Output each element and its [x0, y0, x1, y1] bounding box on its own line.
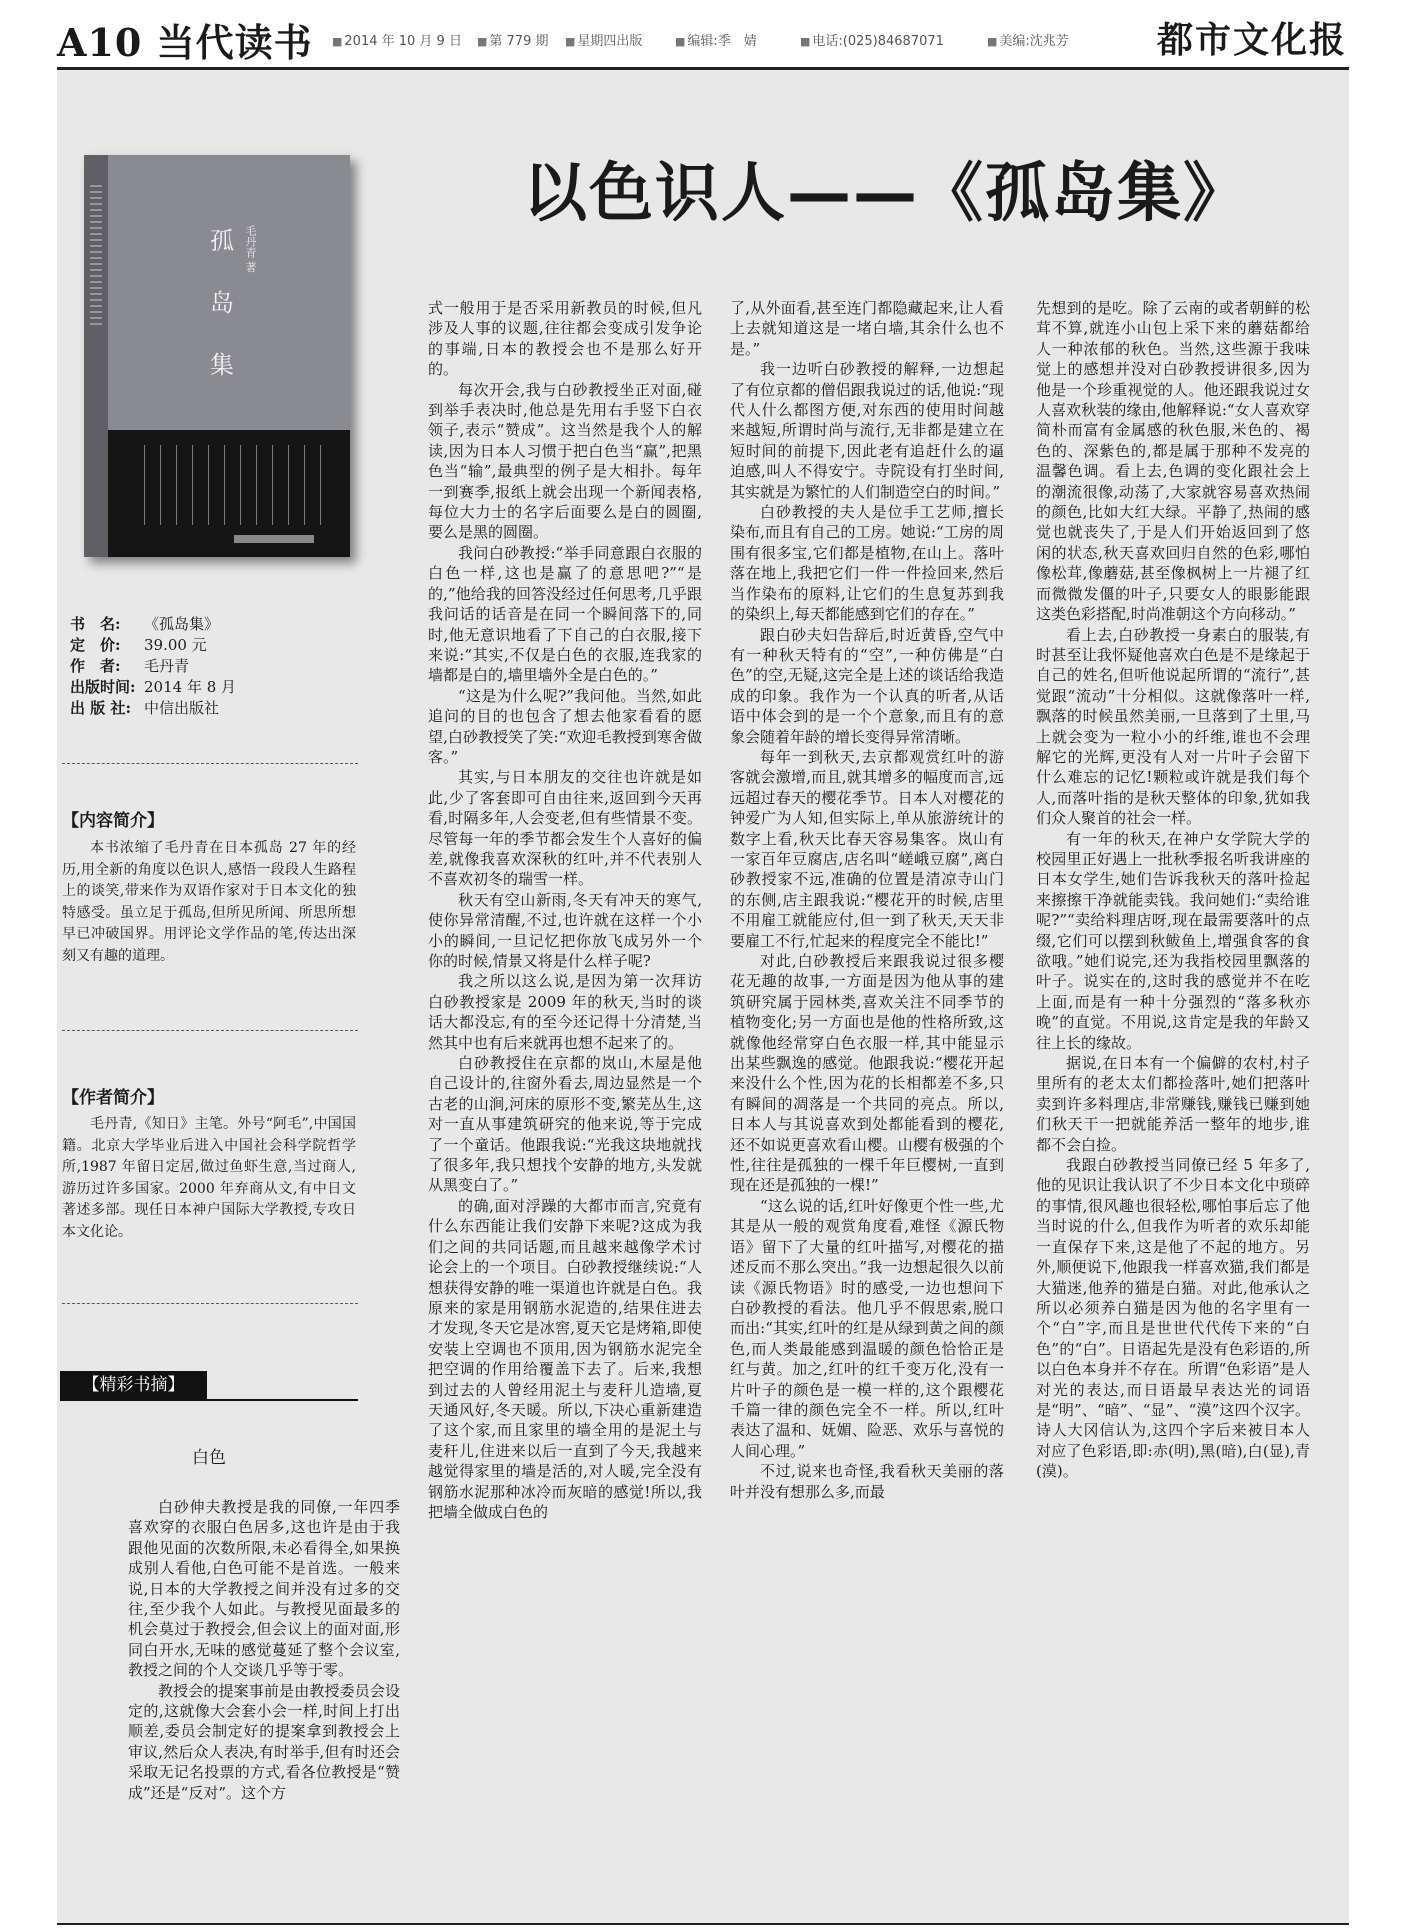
book-info-key: 定 价: — [70, 636, 121, 654]
book-info-value: 39.00 元 — [144, 636, 207, 654]
book-info-value: 中信出版社 — [144, 699, 220, 717]
cover-blurb-lines — [144, 445, 334, 525]
cover-spine — [84, 155, 108, 557]
paragraph: 我一边听白砂教授的解释,一边想起了有位京都的僧侣跟我说过的话,他说:“现代人什么都图方便,对东西的使用时间越来越短,所谓时尚与流行,无非都是建立在短时间的前提下,因此老有追赶什么的逼迫感,叫人不得安宁。寺院设有打坐时间,其实就是为繁忙的人们制造空白的时间。” — [730, 360, 1004, 501]
section-divider — [62, 1303, 358, 1304]
paragraph: 先想到的是吃。除了云南的或者朝鲜的松茸不算,就连小山包上采下来的蘑菇都给人一种浓郁的秋色。当然,这些源于我味觉上的感想并没对白砂教授讲很多,因为他是一个珍重视觉的人。他还跟我说过女人喜欢秋装的缘由,他解释说:“女人喜欢穿简朴而富有金属感的秋色服,米色的、褐色的、深紫色的,都是属于那种不发亮的温馨色调。看上去,色调的变化跟社会上的潮流很像,动荡了,大家就容易喜欢热闹的颜色,比如大红大绿。平静了,热闹的感觉也就丧失了,于是人们开始返回到了悠闲的状态,秋天喜欢回归自然的色彩,哪怕像松茸,像蘑菇,甚至像枫树上一片褪了红而微微发僵的叶子,只要女人的眼影能跟这类色彩搭配,时尚准朝这个方向移动。” — [1036, 299, 1310, 624]
page-section-label: A10 当代读书 — [57, 20, 313, 65]
intro-text: 本书浓缩了毛丹青在日本孤岛 27 年的经历,用全新的角度以色识人,感悟一段段人生路程上的谈笑,带来作为双语作家对于日本文化的独特感受。虽立足于孤岛,但所见所闻、所思所想早已冲破国界。用评论文学作品的笔,传达出深刻又有趣的道理。 — [62, 840, 356, 964]
editor-credit: ■ 编辑:季 婧 — [675, 30, 757, 49]
paragraph: 看上去,白砂教授一身素白的服装,有时甚至让我怀疑他喜欢白色是不是缘起于自己的姓名,但听他说起所谓的“流行”,甚觉跟“流动”十分相似。这就像落叶一样,飘落的时候虽然美丽,一旦落到了土里,马上就会变为一粒小小的纤维,谁也不会理解它的光辉,更没有人对一片叶子会留下什么难忘的记忆!颗粒或许就是我们每个人,而落叶指的是秋天整体的印象,犹如我们众人聚首的社会一样。 — [1036, 625, 1310, 828]
cover-author: 毛丹青 著 — [244, 225, 257, 273]
issue-date: ■ 2014 年 10 月 9 日 — [332, 30, 462, 49]
paragraph: 我跟白砂教授当同僚已经 5 年多了,他的见识让我认识了不少日本文化中琐碎的事情,很风趣也很轻松,哪怕事后忘了他当时说的什么,但我作为听者的欢乐却能一直保存下来,这是他了不起的地方。另外,顺便说下,他跟我一样喜欢猫,我们都是大猫迷,他养的猫是白猫。对此,他承认之所以必须养白猫是因为他的名字里有一个“白”字,而且是世世代代传下来的“白色”的“白”。日语起先是没有色彩语的,所以白色本身并不存在。所谓“色彩语”是人对光的表达,而日语最早表达光的词语是“明”、“暗”、“显”、“漠”这四个汉字。诗人大冈信认为,这四个字后来被日本人对应了色彩语,即:赤(明),黑(暗),白(显),青(漠)。 — [1036, 1156, 1310, 1481]
chapter-title: 白色 — [192, 1448, 226, 1468]
book-info-row — [70, 614, 370, 635]
paragraph: 式一般用于是否采用新教员的时候,但凡涉及人事的议题,往往都会变成引发争论的事端,日本的教授会也不是那么好开的。 — [428, 299, 702, 379]
excerpt-tag: 【精彩书摘】 — [60, 1371, 207, 1399]
book-cover-image — [84, 155, 350, 557]
article-column-4 — [1036, 298, 1310, 1482]
paragraph: 白砂教授的夫人是位手工艺师,擅长染布,而且有自己的工房。她说:“工房的周围有很多宝,它们都是植物,在山上。落叶落在地上,我把它们一件一件捡回来,然后当作染布的原料,让它们的生息复苏到我的染织上,每天都能感到它们的存在。” — [730, 503, 1004, 624]
book-info-key: 作 者: — [70, 657, 121, 675]
issue-weekday: ■ 星期四出版 — [565, 30, 642, 49]
paragraph: 据说,在日本有一个偏僻的农村,村子里所有的老太太们都捡落叶,她们把落叶卖到许多料理店,非常赚钱,赚钱已赚到她们秋天干一把就能养活一整年的地步,谁都不会白捡。 — [1036, 1054, 1310, 1154]
article-column-2 — [428, 298, 702, 1522]
paragraph: 跟白砂夫妇告辞后,时近黄昏,空气中有一种秋天特有的“空”,一种仿佛是“白色”的空,无疑,这完全是上述的谈话给我造成的印象。我作为一个认真的听者,从话语中体会到的是一个个意象,而且有的意象会随着年龄的增长变得异常清晰。 — [730, 625, 1004, 746]
book-info-value: 2014 年 8 月 — [144, 678, 237, 696]
article-column-3 — [730, 298, 1004, 1502]
paragraph: 白砂教授住在京都的岚山,木屋是他自己设计的,往窗外看去,周边显然是一个古老的山涧,河床的原形不变,繁芜丛生,这对一直从事建筑研究的他来说,等于完成了一个童话。他跟我说:“光我这块地就找了很多年,我只想找个安静的地方,头发就从黑变白了。” — [428, 1054, 702, 1195]
cover-spine-text — [90, 185, 102, 325]
newspaper-logo: 都市文化报 — [1156, 20, 1347, 61]
paragraph: “这么说的话,红叶好像更个性一些,尤其是从一般的观赏角度看,难怪《源氏物语》留下了大量的红叶描写,对樱花的描述反而不那么突出。”我一边想起很久以前读《源氏物语》时的感受,一边也想问下白砂教授的看法。他几乎不假思索,脱口而出:“其实,红叶的红是从绿到黄之间的颜色,而人类最能感到温暖的颜色恰恰正是红与黄。加之,红叶的红千变万化,没有一片叶子的颜色是一模一样的,这个跟樱花千篇一律的颜色完全不一样。所以,红叶表达了温和、妩媚、险恶、欢乐与喜悦的人间心理。” — [730, 1196, 1004, 1460]
cover-title-char: 孤 — [210, 227, 234, 255]
book-info-key: 书 名: — [70, 615, 121, 633]
art-editor-credit: ■ 美编:沈兆芳 — [987, 30, 1069, 49]
section-divider — [62, 1030, 358, 1031]
book-info-row — [70, 698, 370, 719]
paragraph: 秋天有空山新雨,冬天有冲天的寒气,使你异常清醒,不过,也许就在这样一个小小的瞬间,一旦记忆把你放飞成另外一个你的时候,情景又将是什么样子呢? — [428, 890, 702, 970]
issue-number: ■ 第 779 期 — [477, 30, 548, 49]
book-info-row — [70, 677, 370, 698]
section-divider — [62, 763, 358, 764]
article-column-1 — [128, 1497, 400, 1803]
excerpt-rule — [60, 1399, 358, 1401]
article-headline: 以色识人——《孤岛集》 — [523, 157, 1249, 231]
cover-title-char: 集 — [210, 351, 234, 379]
paragraph: 不过,说来也奇怪,我看秋天美丽的落叶并没有想那么多,而最 — [730, 1462, 1004, 1501]
paragraph: 每次开会,我与白砂教授坐正对面,碰到举手表决时,他总是先用右手竖下白衣领子,表示“赞成”。这当然是我个人的解读,因为日本人习惯于把白色当“赢”,把黑色当“输”,最典型的例子是大相扑。每年一到赛季,报纸上就会出现一个新闻表格,每位大力士的名字后面要么是白的圆圈,要么是黑的圆圈。 — [428, 380, 702, 542]
cover-publisher-mark — [234, 535, 314, 543]
cover-lower-band — [108, 430, 350, 557]
paragraph: 教授会的提案事前是由教授委员会设定的,这就像大会套小会一样,时间上打出顺差,委员会制定好的提案拿到教授会上审议,然后众人表决,有时举手,但有时还会采取无记名投票的方式,看各位教授是“赞成”还是“反对”。这个方 — [128, 1681, 400, 1802]
paragraph: 白砂伸夫教授是我的同僚,一年四季喜欢穿的衣服白色居多,这也许是由于我跟他见面的次数所限,未必看得全,如果换成别人看他,白色可能不是首选。一般来说,日本的大学教授之间并没有过多的交往,至少我个人如此。与教授见面最多的机会莫过于教授会,但会议上的面对面,形同白开水,无味的感觉蔓延了整个会议室,教授之间的个人交谈几乎等于零。 — [128, 1498, 400, 1680]
paragraph: 对此,白砂教授后来跟我说过很多樱花无趣的故事,一方面是因为他从事的建筑研究属于园林类,喜欢关注不同季节的植物变化;另一方面也是他的性格所致,这就像他经常穿白色衣服一样,其中能显示出某些飘逸的感觉。他跟我说:“樱花开起来没什么个性,因为花的长相都差不多,只有瞬间的凋落是一个共同的亮点。所以,日本人与其说喜欢到处都能看到的樱花,还不如说更喜欢看山樱。山樱有极强的个性,往往是孤独的一棵千年巨樱树,一直到现在还是孤独的一棵!” — [730, 952, 1004, 1195]
book-info-value: 《孤岛集》 — [144, 615, 220, 633]
paragraph: 有一年的秋天,在神户女学院大学的校园里正好遇上一批秋季报名听我讲座的日本女学生,她们告诉我秋天的落叶捡起来擦擦干净就能卖钱。我问她们:“卖给谁呢?”“卖给料理店呀,现在最需要落叶的点缀,它们可以摆到秋鲅鱼上,增强食客的食欲哦。”她们说完,还为我指校园里飘落的叶子。说实在的,这时我的感觉并不在吃上面,而是有一种十分强烈的“落多秋亦晚”的直觉。不用说,这肯定是我的年龄又往上长的缘故。 — [1036, 829, 1310, 1052]
paragraph: 我之所以这么说,是因为第一次拜访白砂教授家是 2009 年的秋天,当时的谈话大都没忘,有的至今还记得十分清楚,当然其中也有后来就再也想不起来了的。 — [428, 972, 702, 1052]
book-info-value: 毛丹青 — [144, 657, 190, 675]
book-info-row — [70, 656, 370, 677]
phone-credit: ■ 电话:(025)84687071 — [800, 30, 944, 49]
paragraph: 了,从外面看,甚至连门都隐藏起来,让人看上去就知道这是一堵白墙,其余什么也不是。” — [730, 299, 1004, 358]
cover-title-char: 岛 — [210, 289, 234, 317]
paragraph: 每年一到秋天,去京都观赏红叶的游客就会激增,而且,就其增多的幅度而言,远远超过春天的樱花季节。日本人对樱花的钟爱广为人知,但实际上,单从旅游统计的数字上看,秋天比春天容易集客。岚山有一家百年豆腐店,店名叫“嵯峨豆腐”,离白砂教授家不远,准确的位置是清凉寺山门的东侧,店主跟我说:“樱花开的时候,店里不用雇工就能应付,但一到了秋天,天天非要雇工不行,忙起来的程度完全不能比!” — [730, 747, 1004, 950]
masthead — [57, 10, 1347, 65]
paragraph: 其实,与日本朋友的交往也许就是如此,少了客套即可自由往来,返回到今天再看,时隔多年,人会变老,但有些情景不变。尽管每一年的季节都会发生个人喜好的偏差,就像我喜欢深秋的红叶,并不代表别人不喜欢初冬的瑞雪一样。 — [428, 768, 702, 889]
author-intro-heading: 【作者简介】 — [62, 1088, 164, 1108]
cover-title — [202, 210, 242, 396]
book-info-row — [70, 635, 370, 656]
book-info-key: 出 版 社: — [70, 699, 131, 717]
intro-heading: 【内容简介】 — [62, 811, 164, 831]
book-info — [70, 614, 370, 719]
author-intro-text: 毛丹青,《知日》主笔。外号“阿毛”,中国国籍。北京大学毕业后进入中国社会科学院哲学所,1987 年留日定居,做过鱼虾生意,当过商人,游历过许多国家。2000 年弃商从文,有中日文著述多部。现任日本神户国际大学教授,专攻日本文化论。 — [62, 1116, 356, 1240]
paragraph: 我问白砂教授:“举手同意跟白衣服的白色一样,这也是赢了的意思吧?”“是的,”他给我的回答没经过任何思考,几乎跟我问话的话音是在同一个瞬间落下的,同时,他无意识地看了下自己的白衣服,接下来说:“其实,不仅是白色的衣服,连我家的墙都是白的,墙里墙外全是白色的。” — [428, 543, 702, 685]
paragraph: 的确,面对浮躁的大都市而言,究竟有什么东西能让我们安静下来呢?这成为我们之间的共同话题,而且越来越像学术讨论会上的一个项目。白砂教授继续说:“人想获得安静的唯一渠道也许就是白色。我原来的家是用钢筋水泥造的,结果住进去才发现,冬天它是冰窖,夏天它是烤箱,即使安装上空调也不顶用,因为钢筋水泥完全把空调的作用给覆盖下去了。后来,我想到过去的人曾经用泥土与麦秆儿造墙,夏天通风好,冬天暖。所以,下决心重新建造了这个家,而且家里的墙全用的是泥土与麦秆儿,住进来以后一直到了今天,我越来越觉得家里的墙是活的,对人暖,完全没有钢筋水泥那种冰冷而灰暗的感觉!所以,我把墙全做成白色的 — [428, 1196, 702, 1521]
book-info-key: 出版时间: — [70, 678, 136, 696]
paragraph: “这是为什么呢?”我问他。当然,如此追问的目的也包含了想去他家看看的愿望,白砂教授笑了笑:“欢迎毛教授到寒舍做客。” — [428, 686, 702, 766]
